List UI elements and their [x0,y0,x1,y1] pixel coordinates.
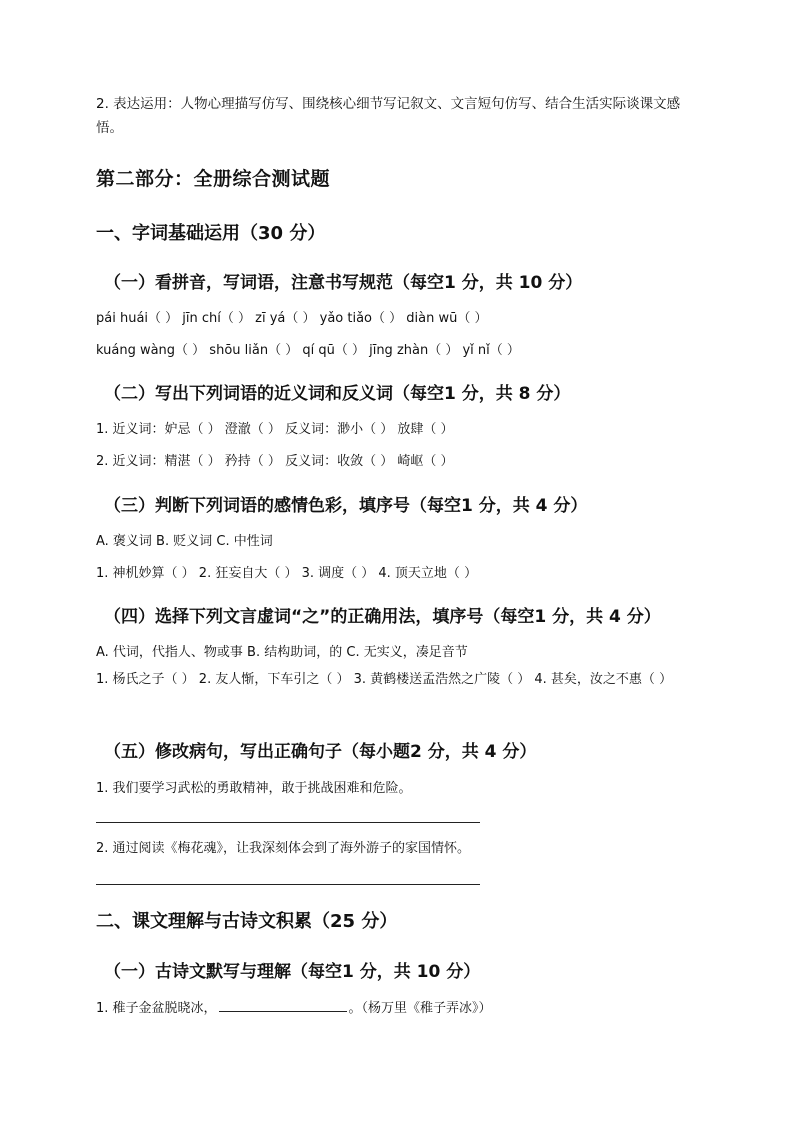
pinyin-line-1: pái huái（ ） jīn chí（ ） zī yá（ ） yǎo tiǎo（ ） diàn wū（ ） [96,311,488,326]
zhi-items: 1. 杨氏之子（ ） 2. 友人惭，下车引之（ ） 3. 黄鹤楼送孟浩然之广陵（ ） 4. 甚矣，汝之不惠（ ） [96,672,673,687]
answer-line-2[interactable] [96,884,480,885]
section1-sub5-title: （五）修改病句，写出正确句子（每小题2 分，共 4 分） [104,742,537,762]
sentence-fix-item-1: 1. 我们要学习武松的勇敢精神，敢于挑战困难和危险。 [96,781,412,796]
sentiment-options: A. 褒义词 B. 贬义词 C. 中性词 [96,534,273,549]
intro-paragraph: 2. 表达运用：人物心理描写仿写、围绕核心细节写记叙文、文言短句仿写、结合生活实际谈课文感悟。 [96,96,681,136]
section1-title: 一、字词基础运用（30 分） [96,223,326,244]
synonym-line-1: 1. 近义词：妒忌（ ） 澄澈（ ） 反义词：渺小（ ） 放肆（ ） [96,422,454,437]
section2-title: 二、课文理解与古诗文积累（25 分） [96,911,398,932]
pinyin-line-2: kuáng wàng（ ） shōu liǎn（ ） qí qū（ ） jīng zhàn（ ） yǐ nǐ（ ） [96,343,520,358]
section1-sub4-title: （四）选择下列文言虚词“之”的正确用法，填序号（每空1 分，共 4 分） [104,607,661,627]
section1-sub2-title: （二）写出下列词语的近义词和反义词（每空1 分，共 8 分） [104,384,571,404]
zhi-options: A. 代词，代指人、物或事 B. 结构助词，的 C. 无实义，凑足音节 [96,645,468,660]
section1-sub1-title: （一）看拼音，写词语，注意书写规范（每空1 分，共 10 分） [104,273,583,293]
poem-item-1 [96,997,492,1016]
part-title: 第二部分：全册综合测试题 [96,168,331,190]
section1-sub3-title: （三）判断下列词语的感情色彩，填序号（每空1 分，共 4 分） [104,496,588,516]
sentence-fix-item-2: 2. 通过阅读《梅花魂》，让我深刻体会到了海外游子的家国情怀。 [96,841,471,856]
sentiment-items: 1. 神机妙算（ ） 2. 狂妄自大（ ） 3. 调度（ ） 4. 顶天立地（ ） [96,566,478,581]
poem-blank-1[interactable] [219,998,347,1012]
section2-sub1-title: （一）古诗文默写与理解（每空1 分，共 10 分） [104,962,481,982]
poem-item-1-before: 1. 稚子金盆脱晓冰， [96,1001,217,1016]
poem-item-1-after: 。（杨万里《稚子弄冰》） [348,1001,492,1016]
synonym-line-2: 2. 近义词：精湛（ ） 矜持（ ） 反义词：收敛（ ） 崎岖（ ） [96,454,454,469]
answer-line-1[interactable] [96,822,480,823]
